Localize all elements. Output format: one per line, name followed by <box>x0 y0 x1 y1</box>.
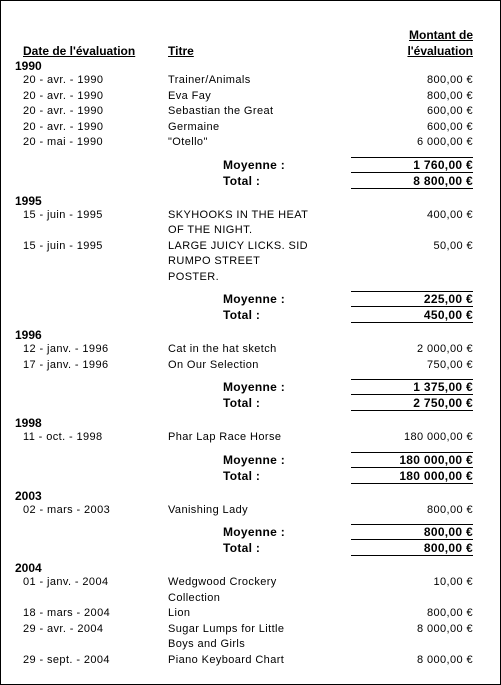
evaluation-date: 20 - avr. - 1990 <box>23 120 104 133</box>
total-row <box>1 173 500 189</box>
average-value: 800,00 € <box>423 525 473 539</box>
evaluation-row <box>1 622 500 653</box>
evaluation-date: 20 - mai - 1990 <box>23 136 103 148</box>
year-group <box>1 59 500 194</box>
evaluation-row <box>1 342 500 358</box>
evaluation-row <box>1 653 500 669</box>
evaluation-date: 12 - janv. - 1996 <box>23 343 109 355</box>
total-label: Total : <box>223 308 261 322</box>
evaluation-amount: 600,00 € <box>426 120 473 133</box>
evaluation-title-line: Wedgwood Crockery <box>168 576 277 588</box>
total-label: Total : <box>223 396 261 410</box>
average-value: 225,00 € <box>423 292 473 306</box>
evaluation-title <box>168 135 338 151</box>
total-label: Total : <box>223 541 261 555</box>
evaluation-date: 20 - avr. - 1990 <box>23 105 104 117</box>
total-row <box>1 307 500 323</box>
total-bottom-rule <box>351 483 473 484</box>
average-row <box>1 157 500 173</box>
evaluation-title-line: RUMPO STREET <box>168 255 261 267</box>
evaluation-title-line: Piano Keyboard Chart <box>168 653 285 666</box>
evaluation-row <box>1 503 500 519</box>
evaluation-amount: 800,00 € <box>426 74 473 86</box>
evaluation-amount: 180 000,00 € <box>403 431 473 443</box>
evaluation-date: 15 - juin - 1995 <box>23 208 103 221</box>
average-row <box>1 452 500 468</box>
year-heading: 1995 <box>15 193 42 208</box>
evaluation-title-line: Trainer/Animals <box>168 74 251 86</box>
evaluation-row <box>1 606 500 622</box>
evaluation-title-line: Germaine <box>168 120 220 133</box>
evaluation-title <box>168 430 338 446</box>
total-value: 8 800,00 € <box>413 173 473 188</box>
year-group <box>1 489 500 562</box>
evaluation-title <box>168 104 338 120</box>
average-label: Moyenne : <box>223 157 286 172</box>
evaluation-title-line: LARGE JUICY LICKS. SID <box>168 239 309 252</box>
total-row <box>1 540 500 556</box>
total-label: Total : <box>223 468 261 483</box>
total-bottom-rule <box>351 410 473 411</box>
year-group <box>1 328 500 416</box>
evaluation-amount: 10,00 € <box>433 576 473 588</box>
evaluation-title-line: Boys and Girls <box>168 638 246 650</box>
evaluation-date: 18 - mars - 2004 <box>23 607 111 619</box>
evaluation-amount: 50,00 € <box>433 239 473 252</box>
date-column-header: Date de l'évaluation <box>23 44 136 58</box>
evaluation-title <box>168 239 338 286</box>
evaluation-row <box>1 430 500 446</box>
evaluation-title-line: Sugar Lumps for Little <box>168 622 285 635</box>
total-bottom-rule <box>351 555 473 556</box>
average-row <box>1 524 500 540</box>
evaluation-title <box>168 575 338 606</box>
evaluation-row <box>1 104 500 120</box>
evaluation-date: 20 - avr. - 1990 <box>23 89 104 102</box>
evaluation-row <box>1 208 500 239</box>
evaluation-title <box>168 208 338 239</box>
evaluation-row <box>1 120 500 136</box>
year-heading: 1998 <box>15 416 42 430</box>
year-group <box>1 194 500 329</box>
total-bottom-rule <box>351 188 473 189</box>
evaluation-title-line: Collection <box>168 591 221 604</box>
evaluation-date: 02 - mars - 2003 <box>23 503 111 516</box>
evaluation-title-line: OF THE NIGHT. <box>168 224 253 236</box>
evaluation-title <box>168 358 338 374</box>
evaluation-amount: 600,00 € <box>426 105 473 117</box>
evaluation-title-line: "Otello" <box>168 136 208 148</box>
evaluation-date: 11 - oct. - 1998 <box>23 431 103 443</box>
average-value: 1 375,00 € <box>413 380 473 394</box>
evaluation-date: 01 - janv. - 2004 <box>23 576 109 588</box>
evaluation-title <box>168 606 338 622</box>
average-label: Moyenne : <box>223 525 286 539</box>
year-heading: 1996 <box>15 328 42 342</box>
amount-column-header <box>353 27 473 59</box>
total-row <box>1 468 500 484</box>
year-heading: 1990 <box>15 59 42 73</box>
evaluation-date: 17 - janv. - 1996 <box>23 358 109 371</box>
evaluation-title <box>168 120 338 136</box>
evaluation-amount: 6 000,00 € <box>417 136 473 148</box>
evaluation-amount: 400,00 € <box>426 208 473 221</box>
amount-header-line2: l'évaluation <box>407 44 473 58</box>
evaluation-title <box>168 653 338 669</box>
evaluation-title-line: SKYHOOKS IN THE HEAT <box>168 208 309 221</box>
average-label: Moyenne : <box>223 380 286 394</box>
evaluation-title <box>168 622 338 653</box>
evaluation-title <box>168 89 338 105</box>
average-label: Moyenne : <box>223 292 286 306</box>
evaluation-title <box>168 73 338 89</box>
total-bottom-rule <box>351 322 473 323</box>
evaluation-title <box>168 503 338 519</box>
evaluation-title-line: Phar Lap Race Horse <box>168 431 282 443</box>
total-value: 2 750,00 € <box>413 396 473 410</box>
year-group <box>1 561 500 668</box>
evaluation-amount: 8 000,00 € <box>417 622 473 635</box>
report-header <box>1 1 500 59</box>
total-value: 800,00 € <box>423 541 473 555</box>
evaluation-amount: 800,00 € <box>426 607 473 619</box>
amount-header-line1: Montant de <box>409 28 473 42</box>
evaluation-date: 29 - sept. - 2004 <box>23 653 110 666</box>
total-value: 180 000,00 € <box>399 468 473 483</box>
average-label: Moyenne : <box>223 452 286 467</box>
year-group <box>1 416 500 489</box>
total-row <box>1 395 500 411</box>
evaluation-title-line: Lion <box>168 607 191 619</box>
average-row <box>1 291 500 307</box>
title-column-header: Titre <box>168 44 194 58</box>
evaluation-date: 20 - avr. - 1990 <box>23 74 104 86</box>
evaluation-row <box>1 135 500 151</box>
evaluation-amount: 2 000,00 € <box>417 343 473 355</box>
evaluation-row <box>1 575 500 606</box>
evaluation-title-line: Sebastian the Great <box>168 105 274 117</box>
total-label: Total : <box>223 173 261 188</box>
evaluation-row <box>1 239 500 286</box>
year-heading: 2003 <box>15 488 42 503</box>
evaluation-amount: 8 000,00 € <box>417 653 473 666</box>
evaluation-title-line: On Our Selection <box>168 358 259 371</box>
evaluation-title-line: POSTER. <box>168 270 220 283</box>
evaluation-date: 15 - juin - 1995 <box>23 239 103 252</box>
evaluation-row <box>1 358 500 374</box>
average-row <box>1 379 500 395</box>
evaluation-row <box>1 89 500 105</box>
evaluation-amount: 750,00 € <box>426 358 473 371</box>
evaluation-title-line: Vanishing Lady <box>168 503 249 516</box>
evaluation-title <box>168 342 338 358</box>
evaluation-amount: 800,00 € <box>426 89 473 102</box>
year-heading: 2004 <box>15 561 42 575</box>
evaluation-amount: 800,00 € <box>426 503 473 516</box>
evaluation-row <box>1 73 500 89</box>
report-body <box>1 59 500 668</box>
total-value: 450,00 € <box>423 308 473 322</box>
evaluation-date: 29 - avr. - 2004 <box>23 622 104 635</box>
evaluation-title-line: Cat in the hat sketch <box>168 343 277 355</box>
average-value: 180 000,00 € <box>399 452 473 467</box>
average-value: 1 760,00 € <box>413 157 473 172</box>
evaluation-title-line: Eva Fay <box>168 89 212 102</box>
